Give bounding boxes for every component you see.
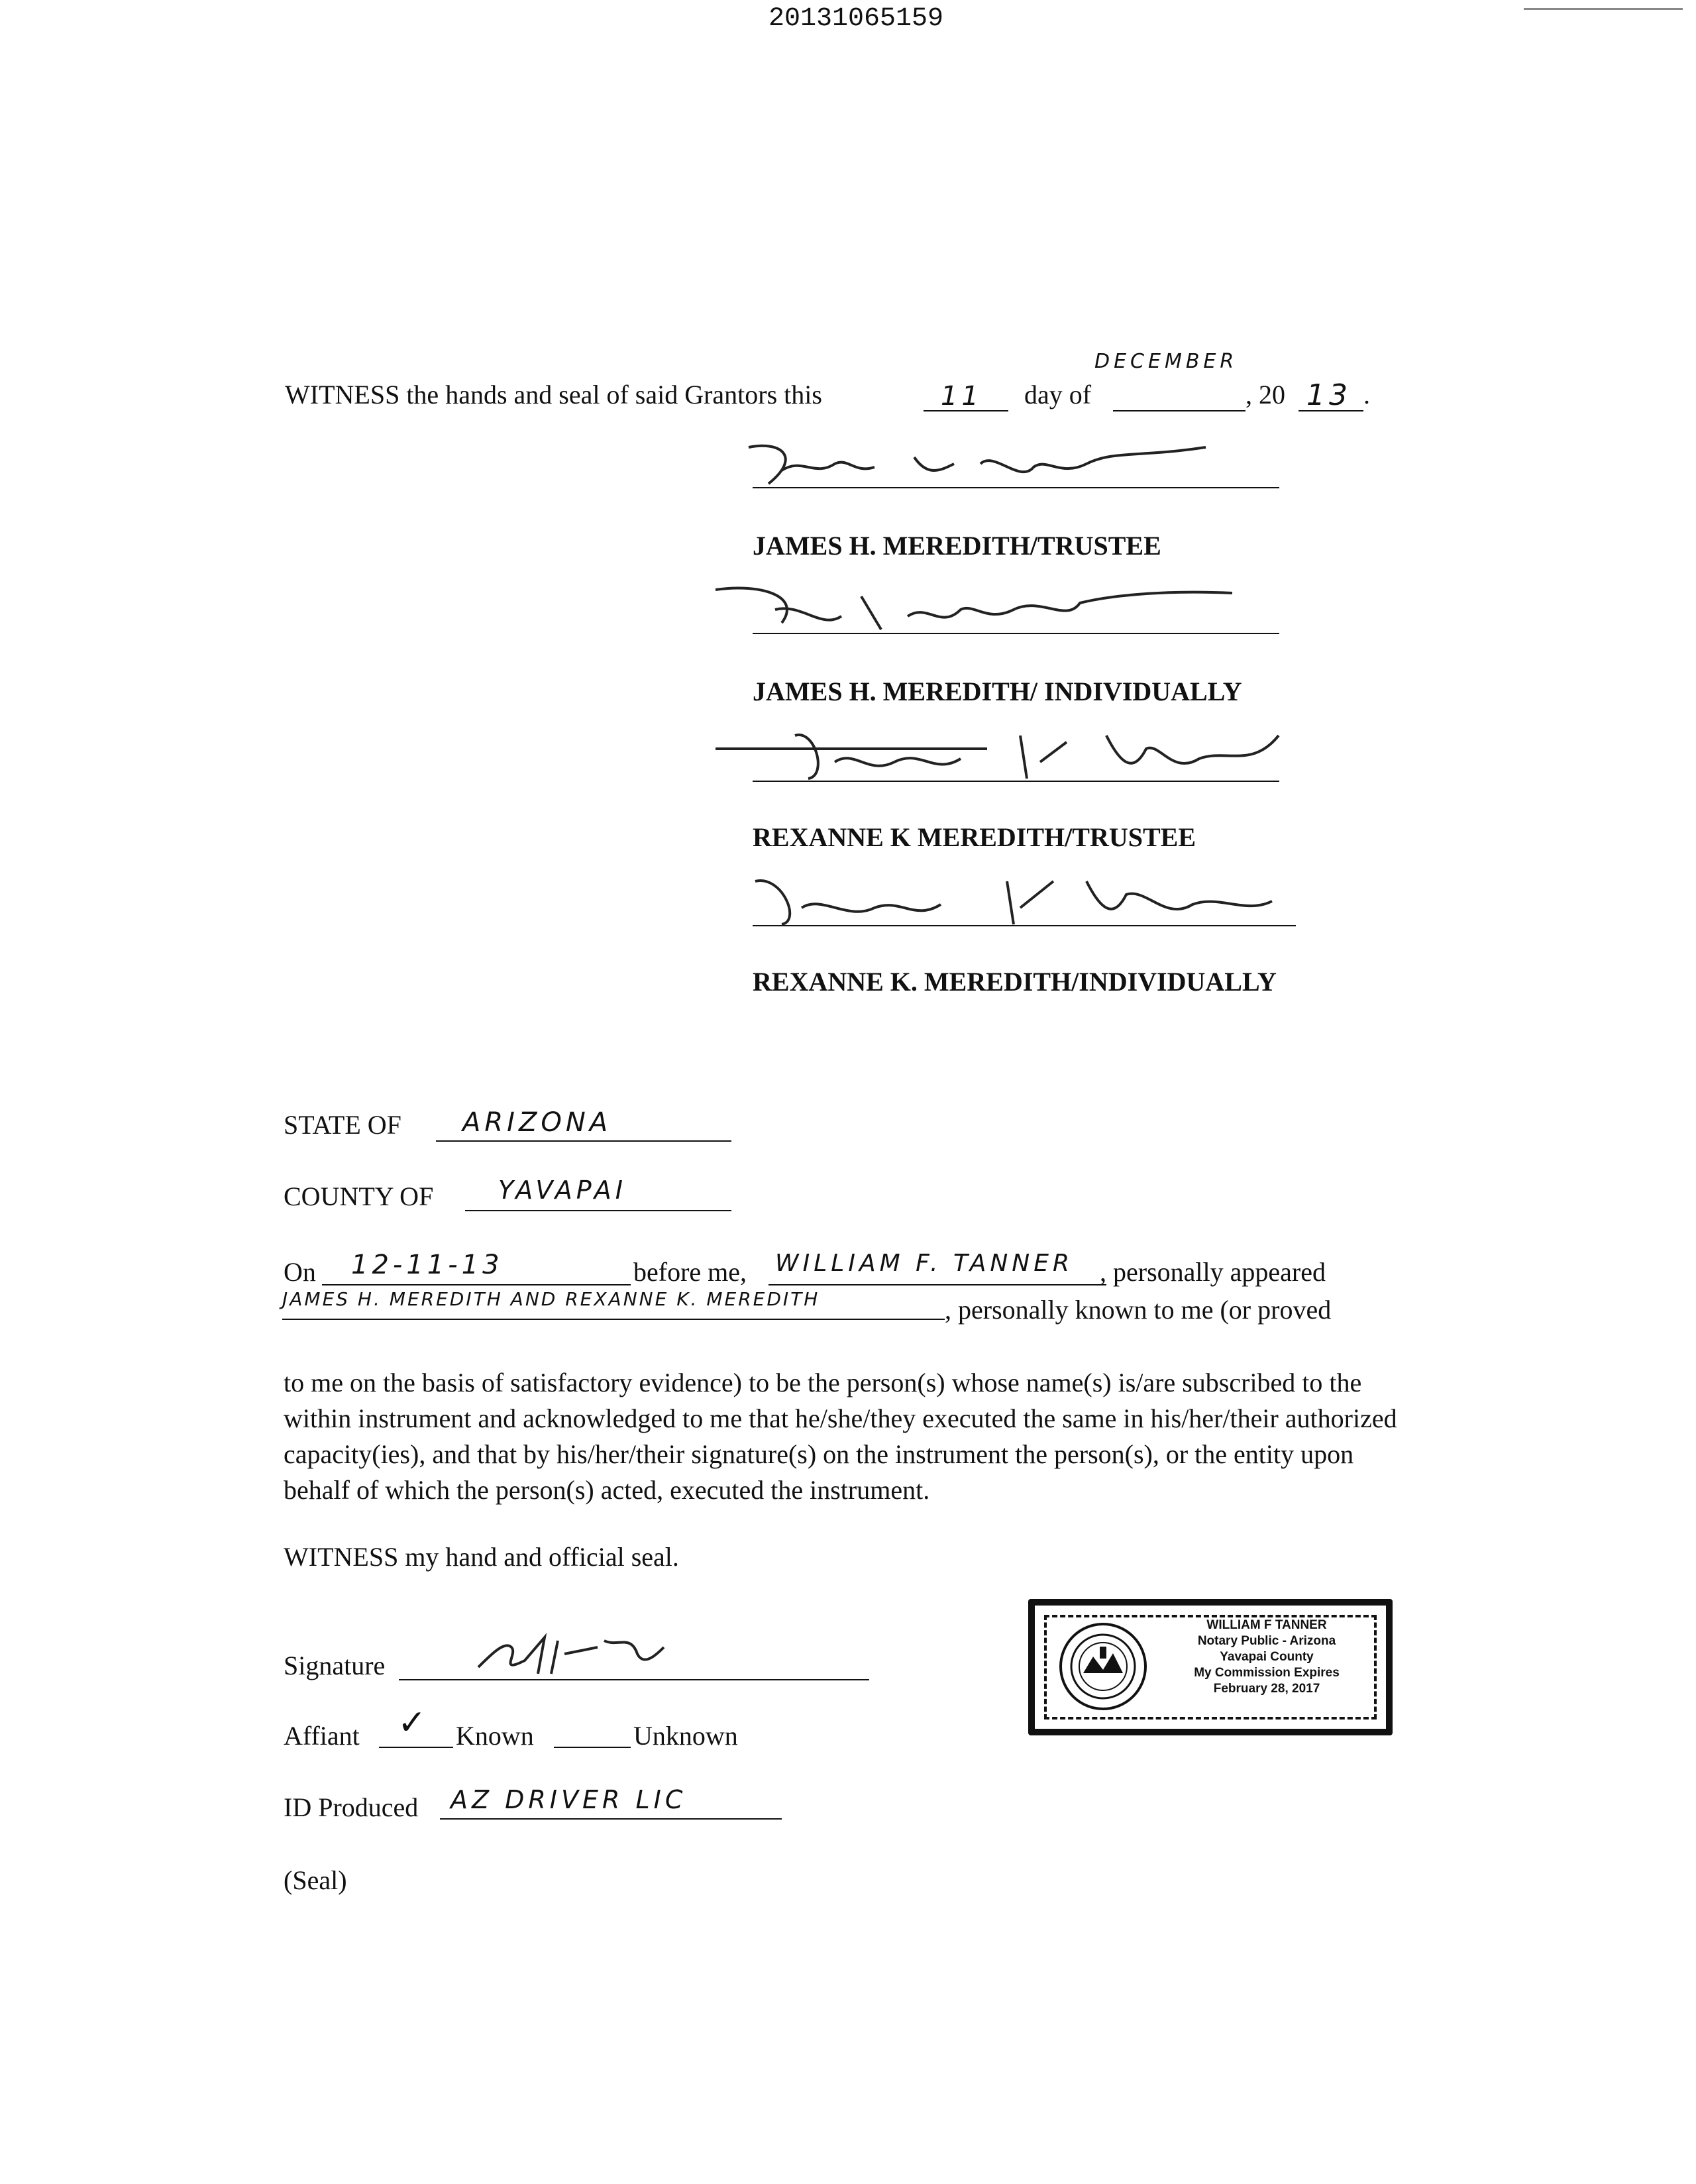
county-value: YAVAPAI xyxy=(498,1175,627,1205)
id-produced-field xyxy=(440,1785,782,1820)
unknown-label: Unknown xyxy=(633,1721,738,1751)
county-label: COUNTY OF xyxy=(284,1181,434,1211)
affiant-label: Affiant xyxy=(284,1721,360,1751)
state-label: STATE OF xyxy=(284,1110,401,1140)
signature-rexanne-trustee xyxy=(709,722,1292,789)
day-field xyxy=(924,381,1008,411)
witness-grantors-text: WITNESS the hands and seal of said Grantors this xyxy=(285,380,822,410)
stamp-line-name: WILLIAM F TANNER xyxy=(1206,1618,1327,1632)
id-produced-value: AZ DRIVER LIC xyxy=(450,1785,687,1814)
caption-rexanne-individual: REXANNE K. MEREDITH/INDIVIDUALLY xyxy=(753,967,1277,997)
on-label: On xyxy=(284,1257,316,1287)
caption-james-trustee: JAMES H. MEREDITH/TRUSTEE xyxy=(753,531,1161,561)
seal-label: (Seal) xyxy=(284,1865,347,1895)
known-label: Known xyxy=(456,1721,534,1751)
signature-label: Signature xyxy=(284,1651,386,1680)
signature-rexanne-individual xyxy=(742,868,1285,934)
notary-name-field xyxy=(768,1252,1106,1285)
notary-name-value: WILLIAM F. TANNER xyxy=(775,1250,1073,1277)
acknowledgment-paragraph: to me on the basis of satisfactory evidence) to be the person(s) whose name(s) is/are subscribed to the within instrument and acknowledged to me that he/she/they executed the same in his/her/their authorized capacity(ies), and that by his/her/their signature(s) on the instrument the person(s), or the entity upon behalf of which the person(s) acted, executed the instrument. xyxy=(284,1368,1397,1505)
personally-appeared-label: , personally appeared xyxy=(1100,1257,1326,1287)
stamp-line-county: Yavapai County xyxy=(1220,1650,1314,1664)
arizona-state-seal xyxy=(1053,1620,1153,1713)
date-value: 12-11-13 xyxy=(351,1250,504,1280)
document-number: 20131065159 xyxy=(768,4,944,34)
month-value: DECEMBER xyxy=(1094,350,1238,373)
known-field xyxy=(379,1703,453,1748)
signature-james-trustee xyxy=(742,437,1219,497)
signature-james-individual xyxy=(709,576,1239,643)
appeared-names-field xyxy=(282,1288,945,1320)
unknown-field xyxy=(554,1716,631,1748)
notary-signature xyxy=(472,1627,670,1680)
paragraph-first-line: , personally known to me (or proved xyxy=(945,1295,1332,1325)
state-value: ARIZONA xyxy=(462,1107,612,1138)
id-produced-label: ID Produced xyxy=(284,1792,419,1822)
county-field xyxy=(465,1175,731,1211)
day-of-text: day of xyxy=(1024,380,1092,410)
day-value: 11 xyxy=(941,381,982,411)
known-check: ✓ xyxy=(398,1703,427,1743)
year-field xyxy=(1298,378,1363,412)
year-prefix-text: , 20 xyxy=(1246,380,1285,410)
month-field xyxy=(1113,381,1246,411)
caption-rexanne-trustee: REXANNE K MEREDITH/TRUSTEE xyxy=(753,822,1196,852)
date-field xyxy=(322,1252,631,1285)
notary-stamp xyxy=(1028,1599,1393,1735)
stamp-line-commission: My Commission Expires xyxy=(1194,1666,1340,1680)
stamp-text xyxy=(1167,1617,1366,1697)
witness-seal-text: WITNESS my hand and official seal. xyxy=(284,1542,679,1572)
notary-signature-field xyxy=(399,1647,869,1680)
before-me-label: before me, xyxy=(633,1257,747,1287)
year-value: 13 xyxy=(1306,378,1352,412)
witness-end-punct: . xyxy=(1363,380,1370,410)
scan-edge-line xyxy=(1524,8,1683,10)
stamp-line-title: Notary Public - Arizona xyxy=(1197,1634,1336,1648)
state-field xyxy=(436,1107,731,1142)
stamp-line-expiry: February 28, 2017 xyxy=(1213,1682,1320,1696)
appeared-names-value: JAMES H. MEREDITH AND REXANNE K. MEREDITH xyxy=(282,1288,820,1310)
caption-james-individual: JAMES H. MEREDITH/ INDIVIDUALLY xyxy=(753,677,1242,706)
